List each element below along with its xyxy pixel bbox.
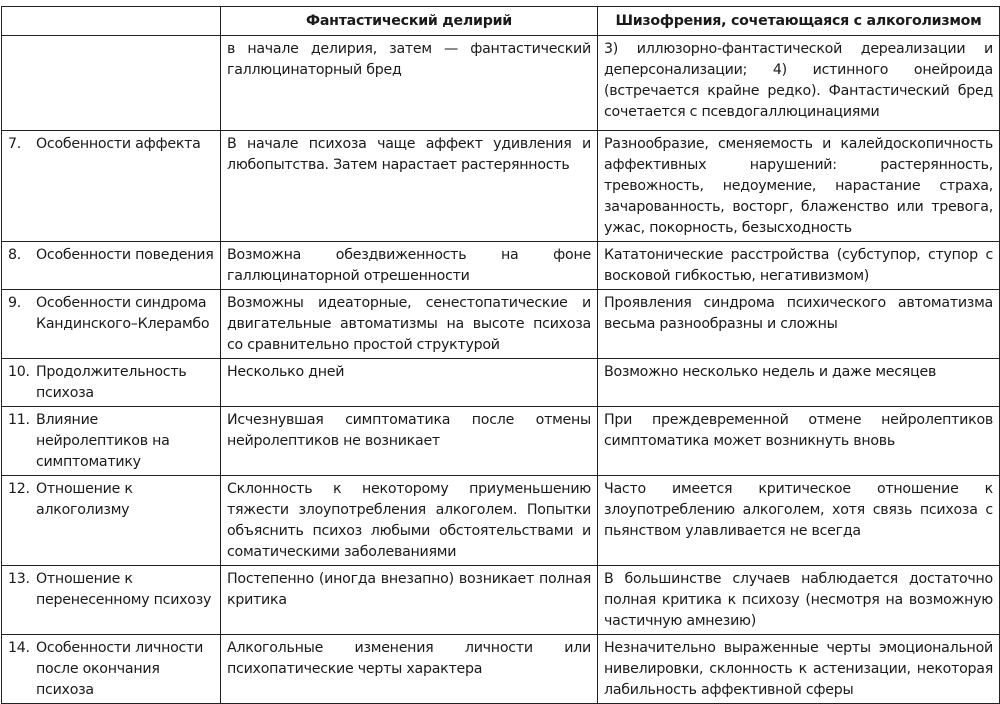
schizophrenia-cell: При преждевременной отмене нейролептиков симптоматика может возникнуть вновь [598,407,1000,476]
comparison-table [1,6,1000,704]
criterion-label: Отношение к перенесенному психозу [36,571,212,608]
criterion-label: Отношение к алкоголизму [36,481,133,518]
table-row [2,566,1000,635]
delirium-cell: Алкогольные изменения личности или психопатические черты характера [221,635,598,704]
criterion-cell [2,566,221,635]
table-row [2,476,1000,566]
criterion-cell [2,36,221,131]
table-row [2,36,1000,131]
row-number: 8. [8,247,22,263]
schizophrenia-cell: Разнообразие, сменяемость и калейдоскопичность аффективных нарушений: растерянность, тревожность, недоумение, нарастание страха, зачарованность, восторг, блаженство или тревога, ужас, покорность, безысходность [598,131,1000,242]
table-row [2,407,1000,476]
delirium-cell: Несколько дней [221,359,598,407]
criterion-cell [2,476,221,566]
header-criterion [2,7,221,36]
row-number: 10. [8,364,30,380]
row-number: 11. [8,412,30,428]
delirium-cell: в начале делирия, затем — фантастический галлюцинаторный бред [221,36,598,131]
row-number: 13. [8,571,30,587]
table-row [2,359,1000,407]
criterion-cell [2,359,221,407]
row-number: 7. [8,136,22,152]
header-schizophrenia-alcoholism: Шизофрения, сочетающаяся с алкоголизмом [598,7,1000,36]
header-fantastic-delirium: Фантастический делирий [221,7,598,36]
criterion-cell [2,290,221,359]
row-number: 14. [8,640,30,656]
table-row [2,290,1000,359]
schizophrenia-cell: Возможно несколько недель и даже месяцев [598,359,1000,407]
criterion-label: Особенности личности после окончания психоза [36,640,204,698]
schizophrenia-cell: Проявления синдрома психического автоматизма весьма разнообразны и сложны [598,290,1000,359]
table-row [2,131,1000,242]
criterion-label: Особенности синдрома Кандинского–Клерамбо [36,295,210,332]
criterion-label: Особенности аффекта [36,136,201,152]
delirium-cell: Постепенно (иногда внезапно) возникает полная критика [221,566,598,635]
criterion-cell [2,242,221,290]
schizophrenia-cell: Кататонические расстройства (субступор, ступор с восковой гибкостью, негативизмом) [598,242,1000,290]
criterion-label: Особенности поведения [36,247,214,263]
schizophrenia-cell: 3) иллюзорно-фантастической дереализации и деперсонализации; 4) истинного онейроида (встречается крайне редко). Фантастический бред сочетается с псевдогаллюцинациями [598,36,1000,131]
table-row [2,635,1000,704]
delirium-cell: Склонность к некоторому приуменьшению тяжести злоупотребления алкоголем. Попытки объяснить психоз любыми обстоятельствами и соматическими заболеваниями [221,476,598,566]
table-header-row [2,7,1000,36]
schizophrenia-cell: Часто имеется критическое отношение к злоупотреблению алкоголем, хотя связь психоза с пьянством улавливается не всегда [598,476,1000,566]
row-number: 9. [8,295,22,311]
delirium-cell: В начале психоза чаще аффект удивления и любопытства. Затем нарастает растерянность [221,131,598,242]
delirium-cell: Исчезнувшая симптоматика после отмены нейролептиков не возникает [221,407,598,476]
criterion-label: Влияние нейролептиков на симптоматику [36,412,170,470]
schizophrenia-cell: Незначительно выраженные черты эмоциональной нивелировки, склонность к астенизации, некоторая лабильность аффективной сферы [598,635,1000,704]
delirium-cell: Возможна обездвиженность на фоне галлюцинаторной отрешенности [221,242,598,290]
criterion-label: Продолжительность психоза [36,364,187,401]
table-row [2,242,1000,290]
criterion-cell [2,131,221,242]
schizophrenia-cell: В большинстве случаев наблюдается достаточно полная критика к психозу (несмотря на возможную частичную амнезию) [598,566,1000,635]
criterion-cell [2,635,221,704]
row-number: 12. [8,481,30,497]
delirium-cell: Возможны идеаторные, сенестопатические и двигательные автоматизмы на высоте психоза со сравнительно простой структурой [221,290,598,359]
criterion-cell [2,407,221,476]
